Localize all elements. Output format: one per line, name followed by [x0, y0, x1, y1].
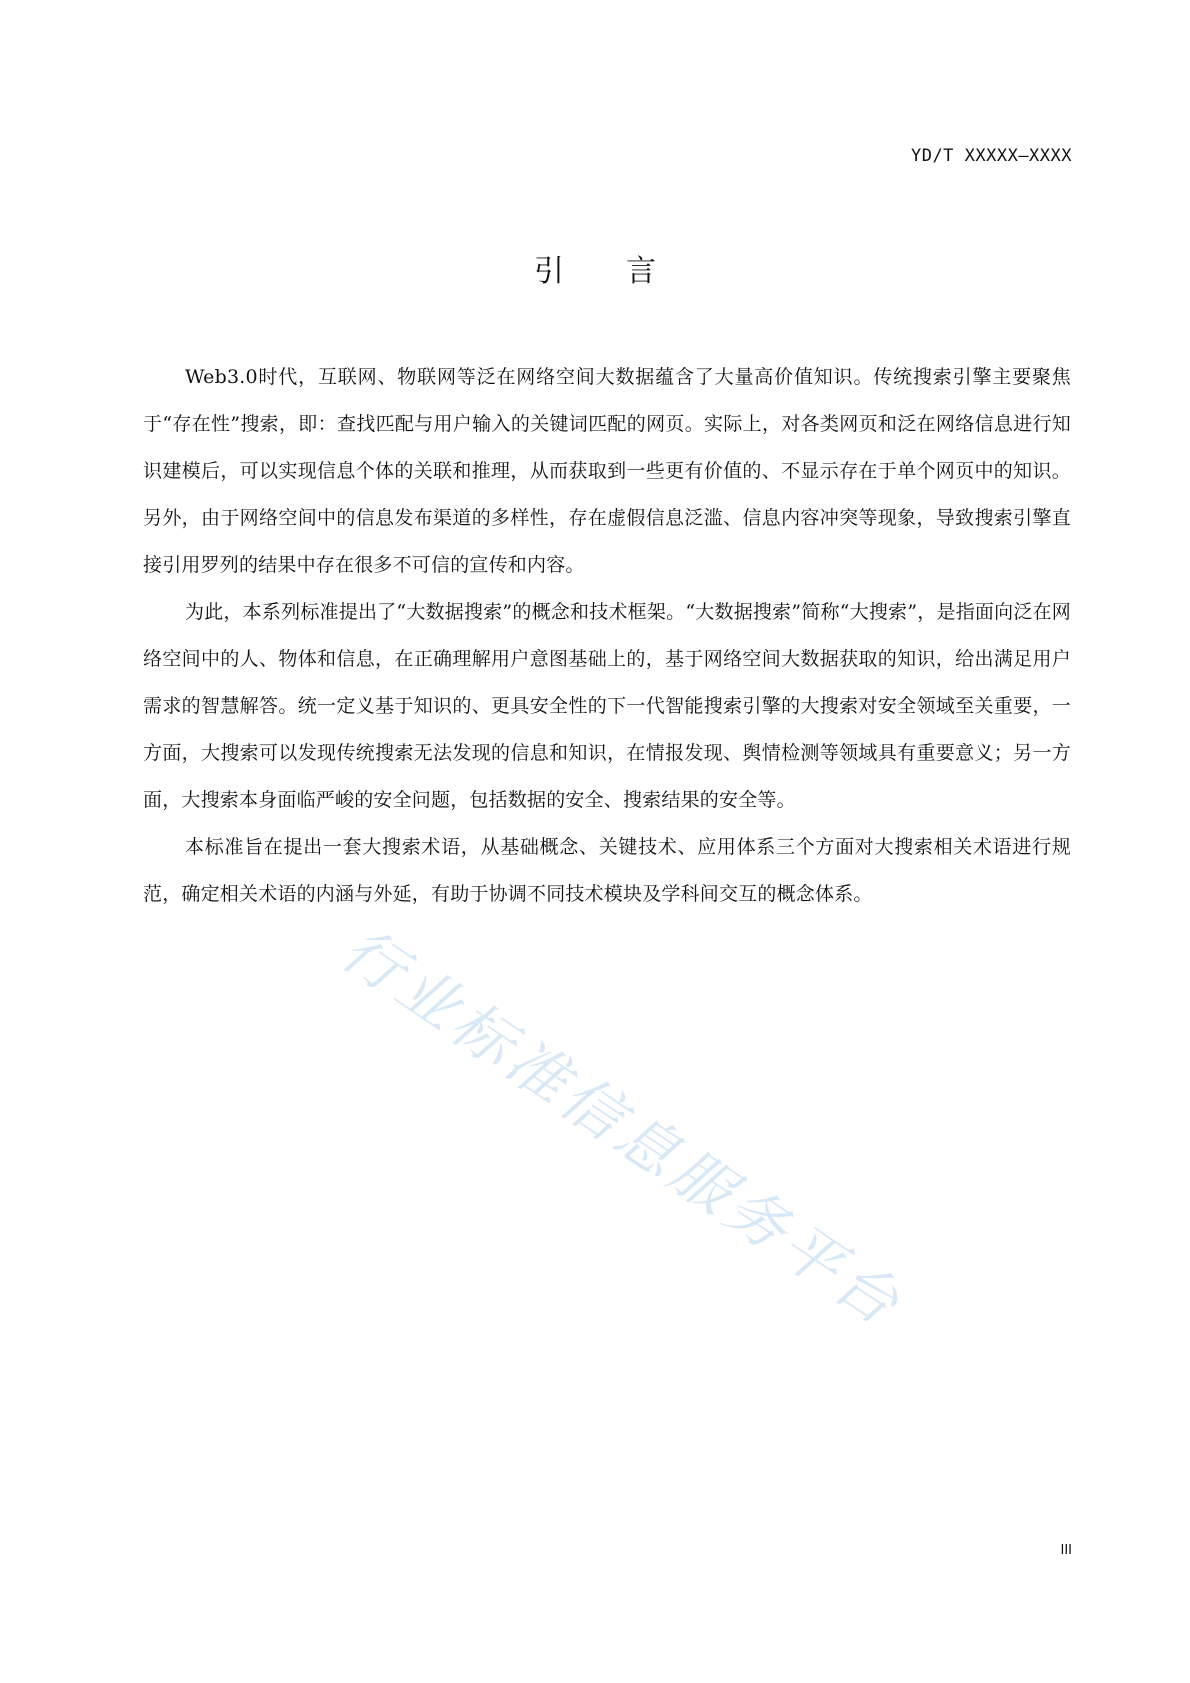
body-text	[143, 354, 1071, 918]
document-code: YD/T XXXXX—XXXX	[910, 146, 1072, 166]
paragraph-3: 本标准旨在提出一套大搜索术语，从基础概念、关键技术、应用体系三个方面对大搜索相关术语进行规范，确定相关术语的内涵与外延，有助于协调不同技术模块及学科间交互的概念体系。	[143, 836, 1071, 905]
paragraph-2: 为此，本系列标准提出了“大数据搜索”的概念和技术框架。“大数据搜索”简称“大搜索”，是指面向泛在网络空间中的人、物体和信息，在正确理解用户意图基础上的，基于网络空间大数据获取的知识，给出满足用户需求的智慧解答。统一定义基于知识的、更具安全性的下一代智能搜索引擎的大搜索对安全领域至关重要，一方面，大搜索可以发现传统搜索无法发现的信息和知识，在情报发现、舆情检测等领域具有重要意义；另一方面，大搜索本身面临严峻的安全问题，包括数据的安全、搜索结果的安全等。	[143, 601, 1071, 811]
paragraph-1: Web3.0时代，互联网、物联网等泛在网络空间大数据蕴含了大量高价值知识。传统搜索引擎主要聚焦于“存在性”搜索，即：查找匹配与用户输入的关键词匹配的网页。实际上，对各类网页和泛在网络信息进行知识建模后，可以实现信息个体的关联和推理，从而获取到一些更有价值的、不显示存在于单个网页中的知识。另外，由于网络空间中的信息发布渠道的多样性，存在虚假信息泛滥、信息内容冲突等现象，导致搜索引擎直接引用罗列的结果中存在很多不可信的宣传和内容。	[143, 366, 1071, 576]
watermark: 行业标准信息服务平台	[328, 914, 916, 1342]
page-number: III	[1060, 1543, 1072, 1558]
page-title: 引言	[534, 254, 718, 289]
